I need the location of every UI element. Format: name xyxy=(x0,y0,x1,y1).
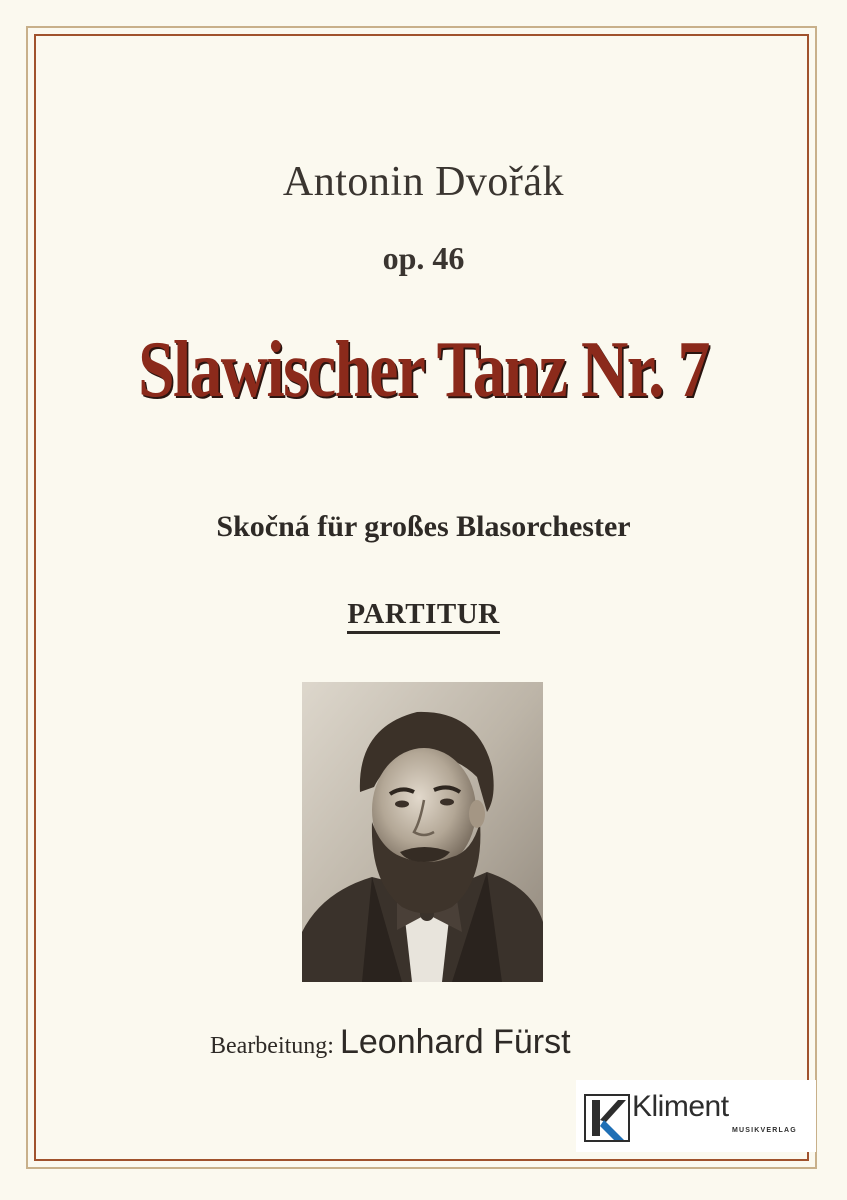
arranger-name: Leonhard Fürst xyxy=(339,1023,571,1061)
work-subtitle: Skočná für großes Blasorchester xyxy=(216,510,631,543)
composer-portrait xyxy=(302,682,543,982)
work-title: Slawischer Tanz Nr. 7 xyxy=(138,326,709,414)
opus-number: op. 46 xyxy=(382,240,465,276)
portrait-illustration xyxy=(302,682,543,982)
arranger-credit xyxy=(210,1023,571,1062)
edition-type xyxy=(0,598,847,631)
publisher-logo xyxy=(576,1080,816,1152)
publisher-name: Kliment xyxy=(632,1090,729,1123)
composer-name: Antonin Dvořák xyxy=(282,159,565,205)
arranger-label: Bearbeitung: xyxy=(210,1033,334,1059)
kliment-k-icon xyxy=(584,1094,630,1142)
publisher-subtitle: MUSIKVERLAG xyxy=(732,1127,797,1134)
edition-type-label: PARTITUR xyxy=(347,598,499,634)
